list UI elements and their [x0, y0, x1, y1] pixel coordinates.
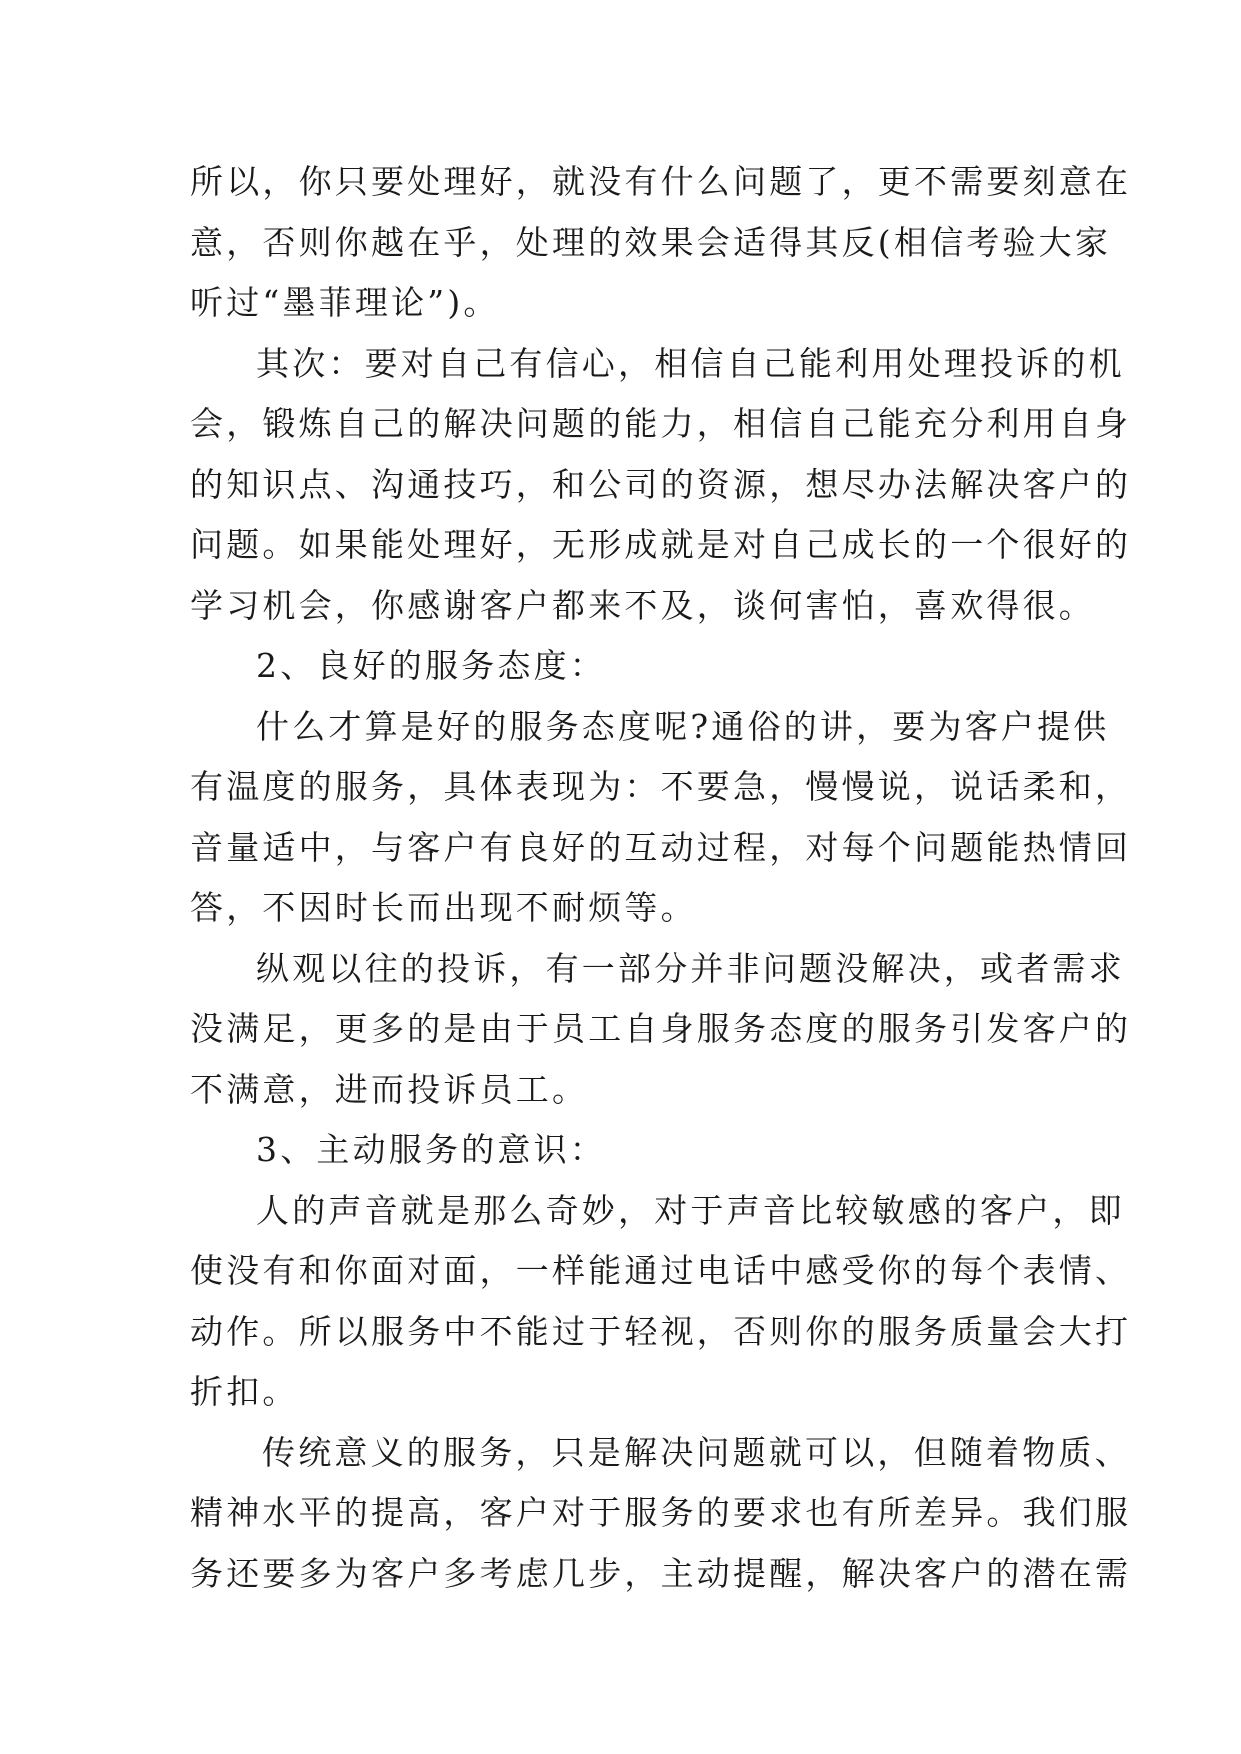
- text-line: 使没有和你面对面，一样能通过电话中感受你的每个表情、: [190, 1251, 1132, 1290]
- text-line: 有温度的服务，具体表现为：不要急，慢慢说，说话柔和，: [190, 767, 1132, 806]
- text-line: 的知识点、沟通技巧，和公司的资源，想尽办法解决客户的: [190, 464, 1132, 504]
- text-line: 会，锻炼自己的解决问题的能力，相信自己能充分利用自身: [190, 404, 1132, 443]
- text-line: 音量适中，与客户有良好的互动过程，对每个问题能热情回: [190, 827, 1132, 867]
- text-line: 听过“墨菲理论”)。: [190, 283, 500, 322]
- text-line: 精神水平的提高，客户对于服务的要求也有所差异。我们服: [190, 1493, 1132, 1532]
- text-line: 答，不因时长而出现不耐烦等。: [190, 888, 697, 927]
- text-line: 人的声音就是那么奇妙，对于声音比较敏感的客户，即: [256, 1190, 1125, 1230]
- text-line: 不满意，进而投诉员工。: [190, 1069, 589, 1109]
- text-line: 什么才算是好的服务态度呢?通俗的讲，要为客户提供: [256, 706, 1110, 746]
- section-heading: 2、良好的服务态度：: [256, 646, 606, 685]
- text-line: 折扣。: [190, 1372, 299, 1411]
- text-line: 务还要多为客户多考虑几步，主动提醒，解决客户的潜在需: [190, 1553, 1132, 1593]
- section-heading: 3、主动服务的意识：: [256, 1130, 606, 1169]
- text-line: 传统意义的服务，只是解决问题就可以，但随着物质、: [262, 1432, 1131, 1472]
- text-line: 问题。如果能处理好，无形成就是对自己成长的一个很好的: [190, 525, 1132, 564]
- text-line: 纵观以往的投诉，有一部分并非问题没解决，或者需求: [256, 948, 1125, 988]
- text-line: 所以，你只要处理好，就没有什么问题了，更不需要刻意在: [190, 162, 1132, 201]
- document-body: [190, 152, 1132, 1604]
- text-line: 学习机会，你感谢客户都来不及，谈何害怕，喜欢得很。: [190, 585, 1095, 625]
- text-line: 其次：要对自己有信心，相信自己能利用处理投诉的机: [256, 343, 1125, 383]
- text-line: 没满足，更多的是由于员工自身服务态度的服务引发客户的: [190, 1009, 1132, 1048]
- text-line: 意，否则你越在乎，处理的效果会适得其反(相信考验大家: [190, 222, 1112, 262]
- text-line: 动作。所以服务中不能过于轻视，否则你的服务质量会大打: [190, 1311, 1132, 1351]
